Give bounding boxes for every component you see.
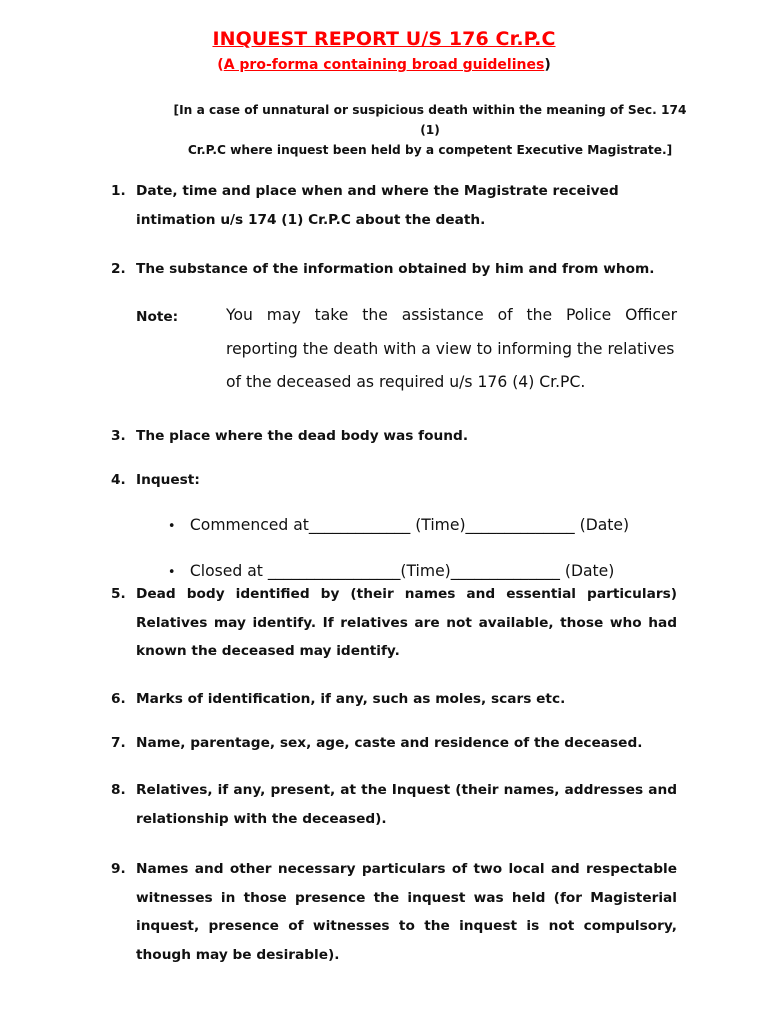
- item-number: 3.: [111, 428, 126, 444]
- note-line: You may take the assistance of the Police Officer: [226, 306, 677, 324]
- item-line: intimation u/s 174 (1) Cr.P.C about the death.: [136, 211, 486, 228]
- scope-line: Cr.P.C where inquest been held by a competent Executive Magistrate.]: [187, 143, 673, 157]
- item-line: relationship with the deceased).: [136, 810, 387, 827]
- item-line: inquest, presence of witnesses to the inquest is not compulsory,: [136, 918, 677, 934]
- item-number: 2.: [111, 261, 126, 277]
- item-line: Relatives, if any, present, at the Inquest (their names, addresses and: [136, 782, 677, 798]
- item-line: Date, time and place when and where the Magistrate received: [136, 183, 619, 199]
- item-text: Marks of identification, if any, such as moles, scars etc.: [136, 691, 566, 707]
- list-item-9: [111, 855, 677, 969]
- item-number: 1.: [111, 183, 126, 199]
- list-item-7: [111, 729, 677, 758]
- note-label: Note:: [136, 309, 179, 325]
- list-item-2: [111, 255, 677, 284]
- inquest-commenced-line: [158, 492, 629, 538]
- list-item-3: [111, 422, 677, 451]
- bullet-icon: •: [167, 519, 176, 534]
- document-title: INQUEST REPORT U/S 176 Cr.P.C: [212, 28, 556, 50]
- list-item-1: [111, 177, 677, 234]
- note-line: of the deceased as required u/s 176 (4) Cr.PC.: [226, 373, 586, 391]
- item-text: The place where the dead body was found.: [136, 428, 469, 444]
- item-number: 8.: [111, 782, 126, 798]
- item-line: Dead body identified by (their names and essential particulars): [136, 586, 677, 602]
- list-item-6: [111, 685, 677, 714]
- subtitle-text: A pro-forma containing broad guidelines: [223, 57, 545, 73]
- item-line: known the deceased may identify.: [136, 643, 400, 659]
- subtitle-close-paren: ): [544, 57, 551, 73]
- item-number: 7.: [111, 735, 126, 751]
- bullet-icon: •: [167, 565, 176, 580]
- bullet-text: Commenced at_____________ (Time)______________ (Date): [189, 516, 630, 534]
- scope-note: [170, 100, 690, 160]
- note-line: reporting the death with a view to informing the relatives: [226, 339, 675, 358]
- item-line: witnesses in those presence the inquest was held (for Magisterial: [136, 889, 677, 906]
- item-number: 5.: [111, 586, 126, 602]
- item-number: 4.: [111, 472, 126, 488]
- list-item-4: [111, 466, 677, 495]
- item-line: though may be desirable).: [136, 946, 340, 963]
- subtitle-open-paren: (: [217, 57, 224, 73]
- item-text: Name, parentage, sex, age, caste and residence of the deceased.: [136, 735, 643, 751]
- bullet-text: Closed at _________________(Time)______________ (Date): [189, 562, 615, 580]
- item-line: Names and other necessary particulars of two local and respectable: [136, 861, 677, 877]
- list-item-5: [111, 580, 677, 666]
- item-number: 9.: [111, 861, 126, 877]
- item-number: 6.: [111, 691, 126, 707]
- item-text: The substance of the information obtained by him and from whom.: [136, 261, 655, 277]
- item-text: Inquest:: [136, 472, 200, 488]
- document-subtitle: [0, 57, 768, 73]
- inquest-closed-line: [158, 538, 614, 584]
- item-line: Relatives may identify. If relatives are not available, those who had: [136, 614, 677, 631]
- list-item-8: [111, 776, 677, 833]
- note-text: [226, 299, 677, 400]
- scope-line: [In a case of unnatural or suspicious death within the meaning of Sec. 174 (1): [173, 103, 687, 137]
